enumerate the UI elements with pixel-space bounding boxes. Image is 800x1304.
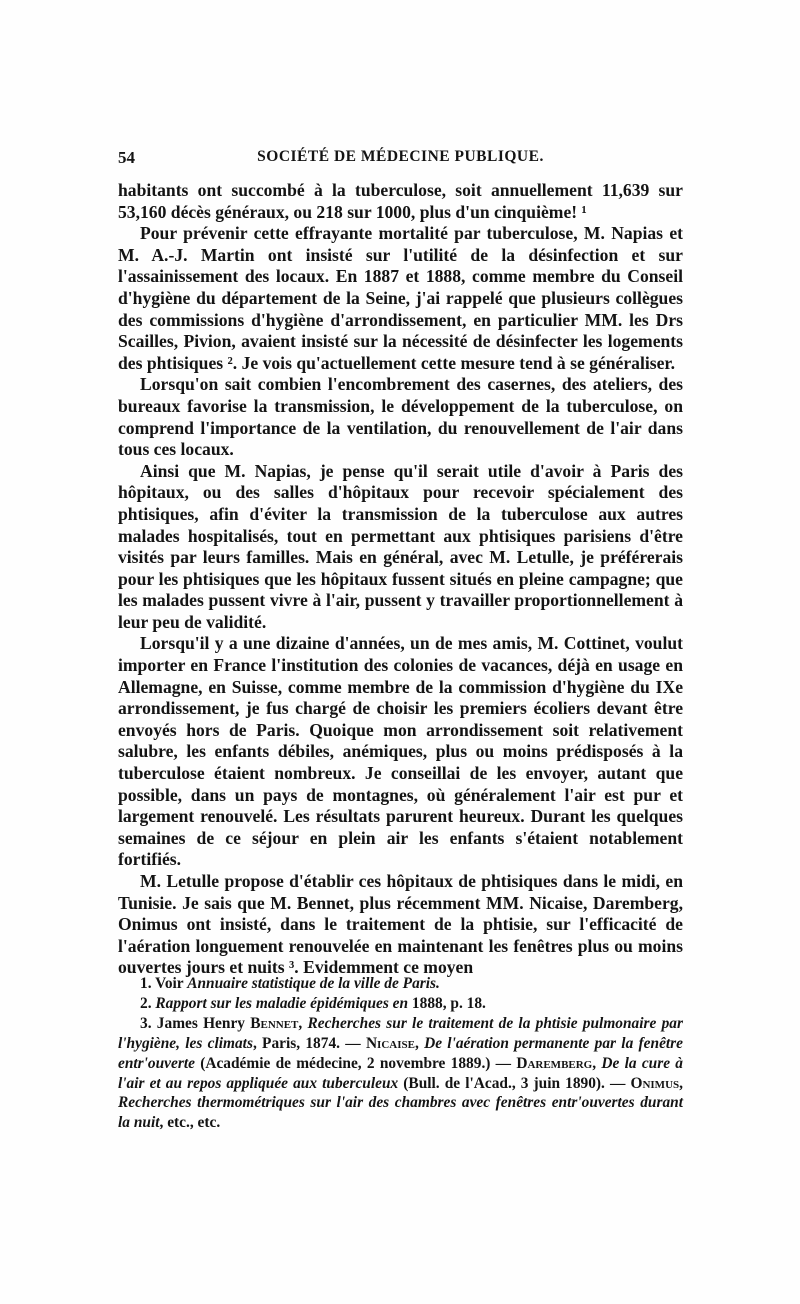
author-name: Onimus: [630, 1074, 680, 1092]
footnote-text: Voir: [155, 975, 188, 992]
author-name: Daremberg: [516, 1054, 593, 1072]
footnote-title: Recherches thermométriques sur l'air des chambres avec fenêtres entr'ouvertes durant la nuit: [118, 1094, 683, 1132]
footnote-1: [118, 974, 683, 994]
author-name: Nicaise: [365, 1034, 415, 1052]
paragraph: Pour prévenir cette effrayante mortalité par tuberculose, M. Napias et M. A.-J. Martin ont insisté sur l'utilité de la désinfection et sur l'assainissement des locaux. En 1887 et 1888, comme membre du Conseil d'hygiène du département de la Seine, j'ai rappelé que plusieurs collègues des commissions d'hygiène d'arrondissement, en particulier MM. les Drs Scailles, Pivion, avaient insisté sur la nécessité de désinfecter les logements des phtisiques ². Je vois qu'actuellement cette mesure tend à se généraliser.: [118, 223, 683, 373]
footnote-title: Rapport sur les maladie épidémiques en: [155, 994, 409, 1012]
footnote-text: , Paris, 1874. —: [252, 1034, 366, 1052]
footnotes: [118, 974, 683, 1133]
footnote-2: [118, 994, 683, 1014]
footnote-number: 3.: [140, 1014, 152, 1032]
footnote-title: Annuaire statistique de la ville de Paris.: [187, 975, 440, 992]
footnote-3: 3. James Henry Bennet, Recherches sur le traitement de la phtisie pulmonaire par l'hygiène, les climats, Paris, 1874. — Nicaise, De l'aération permanente par la fenêtre entr'ouverte (Académie de médecine, 2 novembre 1889.) — Daremberg, De la cure à l'air et au repos appliquée aux tuberculeux (Bull. de l'Acad., 3 juin 1890). — Onimus, Recherches thermométriques sur l'air des chambres avec fenêtres entr'ouvertes durant la nuit, etc., etc.: [118, 1014, 683, 1132]
body-text: [118, 180, 683, 979]
footnote-text: 1888, p. 18.: [408, 994, 486, 1012]
page-number: 54: [118, 148, 135, 167]
running-title: SOCIÉTÉ DE MÉDECINE PUBLIQUE.: [257, 148, 544, 165]
footnote-title: Recherches sur le traitement de la phtisie pulmonaire par l'hygiène, les climats: [118, 1014, 683, 1052]
paragraph: Ainsi que M. Napias, je pense qu'il serait utile d'avoir à Paris des hôpitaux, ou des salles d'hôpitaux pour recevoir spécialement des phtisiques, afin d'éviter la transmission de la tuberculose aux autres malades hospitalisés, tout en permettant aux phtisiques parisiens d'être visités par leurs familles. Mais en général, avec M. Letulle, je préférerais pour les phtisiques que les hôpitaux fussent situés en pleine campagne; que les malades pussent vivre à l'air, pussent y travailler proportionnellement à leur peu de validité.: [118, 460, 683, 632]
author-name: James Henry: [156, 1014, 251, 1032]
page-header: [118, 148, 683, 170]
footnote-number: 2.: [140, 994, 152, 1012]
paragraph: M. Letulle propose d'établir ces hôpitaux de phtisiques dans le midi, en Tunisie. Je sais que M. Bennet, plus récemment MM. Nicaise, Daremberg, Onimus ont insisté, dans le traitement de la phtisie, sur l'efficacité de l'aération longuement renouvelée en maintenant les fenêtres plus ou moins ouvertes jours et nuits ³. Evidemment ce moyen: [118, 871, 683, 978]
paragraph: Lorsqu'on sait combien l'encombrement des casernes, des ateliers, des bureaux favorise la transmission, le développement de la tuberculose, on comprend l'importance de la ventilation, du renouvellement de l'air dans tous ces locaux.: [118, 374, 683, 460]
footnote-title: De la cure à l'air et au repos appliquée aux tuberculeux: [118, 1054, 683, 1092]
paragraph: Lorsqu'il y a une dizaine d'années, un de mes amis, M. Cottinet, voulut importer en France l'institution des colonies de vacances, déjà en usage en Allemagne, en Suisse, comme membre de la commission d'hygiène du IXe arrondissement, je fus chargé de choisir les premiers écoliers devant être envoyés hors de Paris. Quoique mon arrondissement soit relativement salubre, les enfants débiles, anémiques, plus ou moins prédisposés à la tuberculose étaient nombreux. Je conseillai de les envoyer, autant que possible, dans un pays de montagnes, où généralement l'air est pur et largement renouvelé. Les résultats parurent heureux. Durant les quelques semaines de ce séjour en plein air les enfants s'étaient notablement fortifiés.: [118, 633, 683, 870]
footnote-text: , etc., etc.: [159, 1114, 221, 1132]
footnote-text: (Bull. de l'Acad., 3 juin 1890). —: [398, 1074, 631, 1092]
paragraph: habitants ont succombé à la tuberculose, soit annuellement 11,639 sur 53,160 décès généraux, ou 218 sur 1000, plus d'un cinquième! ¹: [118, 180, 683, 222]
footnote-number: 1.: [140, 975, 152, 992]
footnote-title: De l'aération permanente par la fenêtre entr'ouverte: [118, 1034, 683, 1072]
footnote-text: (Académie de médecine, 2 novembre 1889.) —: [194, 1054, 517, 1072]
author-name: Bennet: [250, 1014, 299, 1032]
